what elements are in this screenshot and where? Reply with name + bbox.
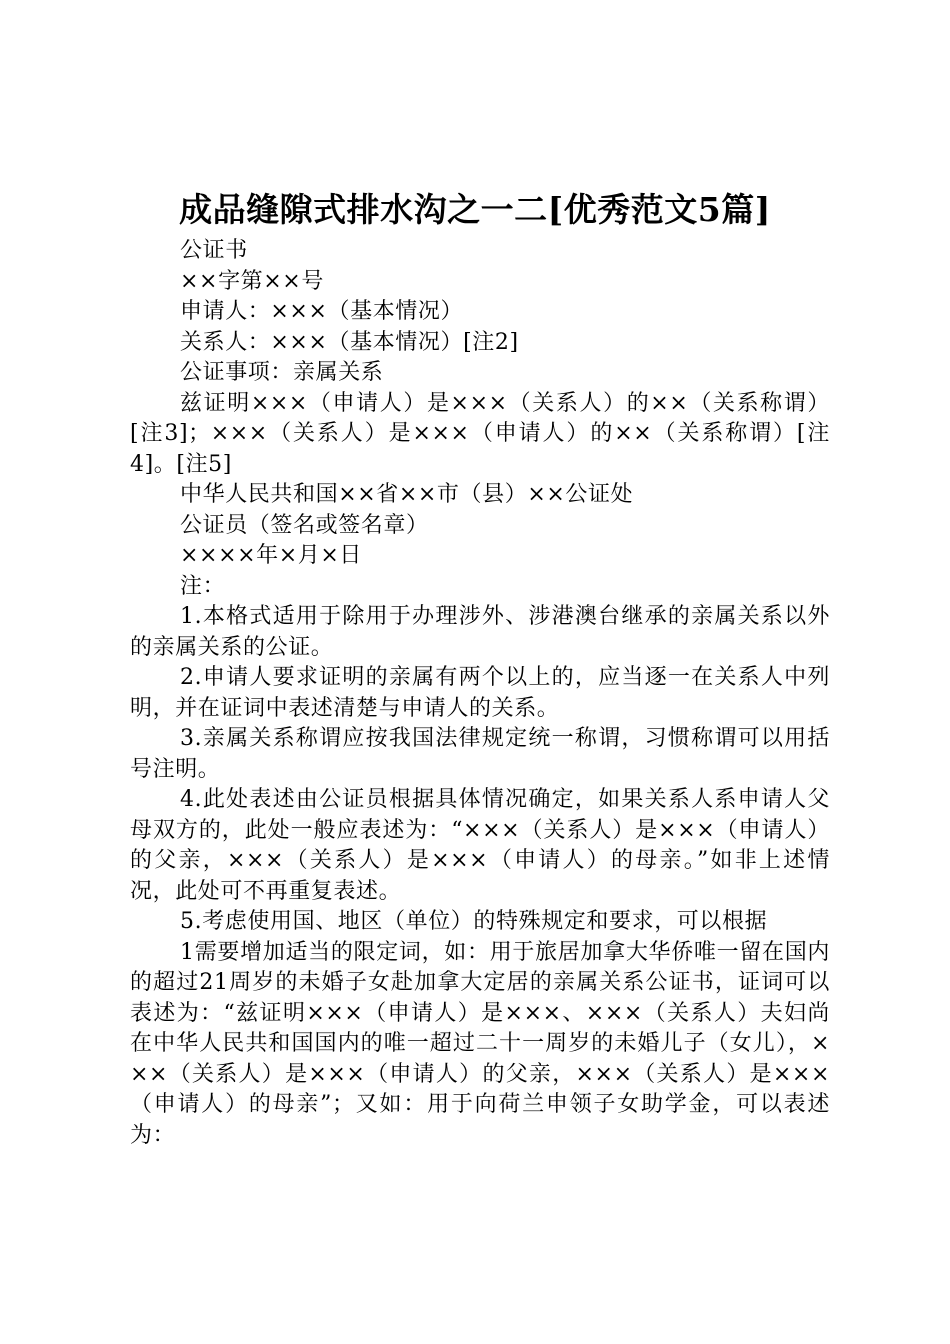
paragraph-notary-matter: 公证事项：亲属关系 — [180, 360, 384, 385]
paragraph-note-3: 3.亲属关系称谓应按我国法律规定统一称谓，习惯称谓可以用括号注明。 — [130, 726, 830, 782]
document-body — [130, 236, 830, 1151]
paragraph-note-4: 4.此处表述由公证员根据具体情况确定，如果关系人系申请人父母双方的，此处一般应表述为：“×××（关系人）是×××（申请人）的父亲，×××（关系人）是×××（申请人）的母亲。”如非上述情况，此处可不再重复表述。 — [130, 787, 830, 904]
paragraph-note-1: 1.本格式适用于除用于办理涉外、涉港澳台继承的亲属关系以外的亲属关系的公证。 — [130, 604, 830, 660]
paragraph-notary-office: 中华人民共和国××省××市（县）××公证处 — [180, 482, 634, 507]
paragraph-certification: 兹证明×××（申请人）是×××（关系人）的××（关系称谓）[注3]；×××（关系人）是×××（申请人）的××（关系称谓）[注4]。[注5] — [130, 390, 830, 477]
document-title: 成品缝隙式排水沟之一二[优秀范文5篇] — [179, 190, 771, 229]
paragraph-note-2: 2.申请人要求证明的亲属有两个以上的，应当逐一在关系人中列明，并在证词中表述清楚与申请人的关系。 — [130, 665, 830, 721]
paragraph-date: ××××年×月×日 — [180, 543, 363, 568]
paragraph-note-5: 5.考虑使用国、地区（单位）的特殊规定和要求，可以根据 — [180, 909, 768, 934]
paragraph-note-5-continued: 1需要增加适当的限定词，如：用于旅居加拿大华侨唯一留在国内的超过21周岁的未婚子女赴加拿大定居的亲属关系公证书，证词可以表述为：“兹证明×××（申请人）是×××、×××（关系人）夫妇尚在中华人民共和国国内的唯一超过二十一周岁的未婚儿子（女儿），×××（关系人）是×××（申请人）的父亲，×××（关系人）是×××（申请人）的母亲”；又如：用于向荷兰申领子女助学金，可以表述为： — [130, 939, 830, 1148]
paragraph-notary-signature: 公证员（签名或签名章） — [180, 512, 429, 538]
paragraph-related-party: 关系人：×××（基本情况）[注2] — [180, 329, 519, 355]
paragraph-notes-heading: 注： — [180, 573, 226, 599]
paragraph-document-number: ××字第××号 — [180, 268, 324, 294]
paragraph-applicant: 申请人：×××（基本情况） — [180, 299, 464, 324]
paragraph-notary-certificate: 公证书 — [180, 238, 248, 263]
